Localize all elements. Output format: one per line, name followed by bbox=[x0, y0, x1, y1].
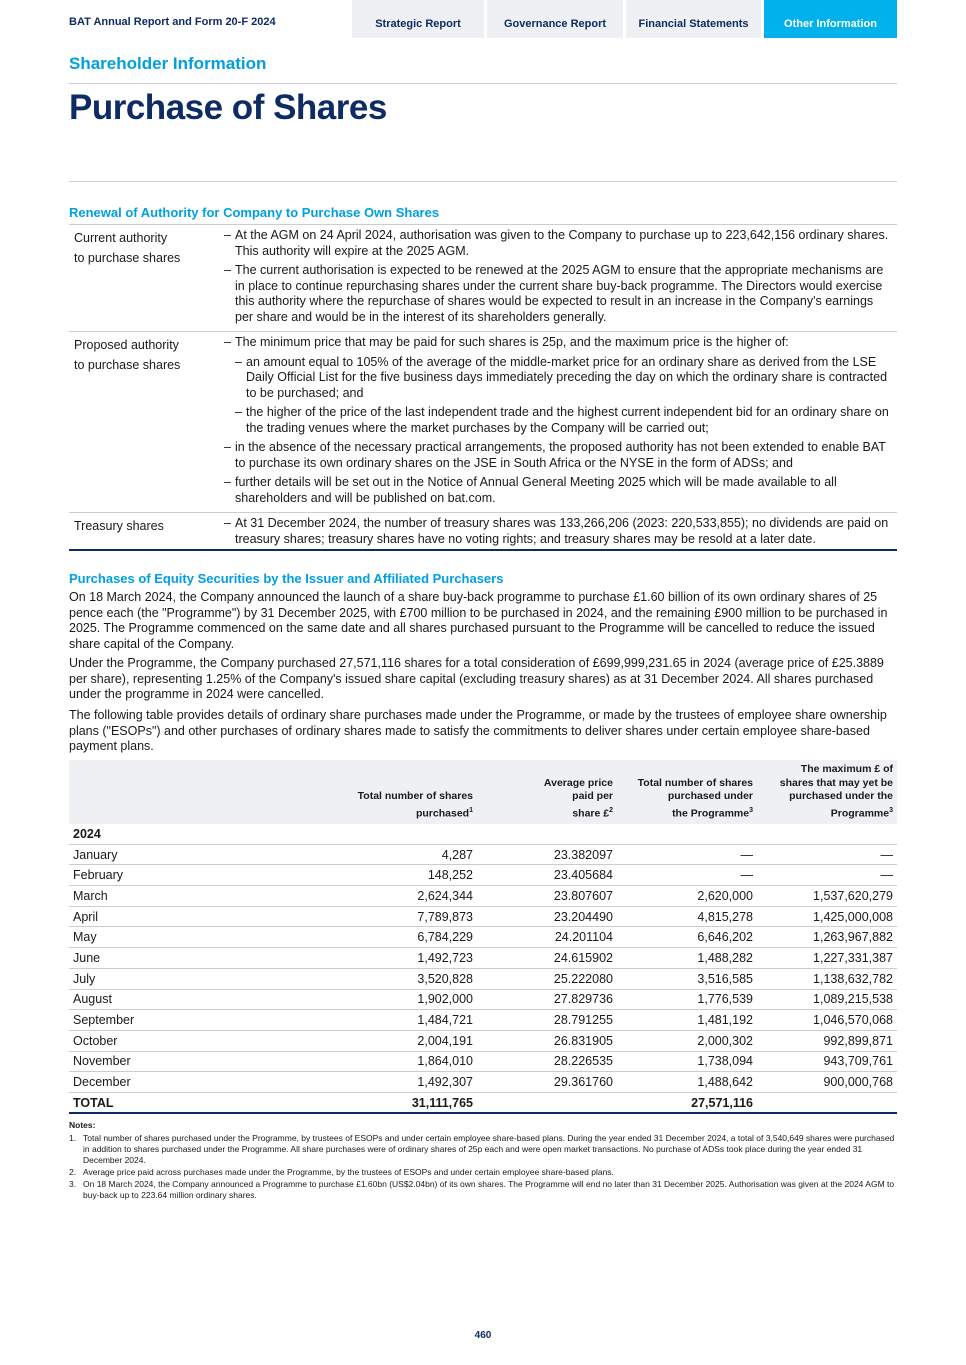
month-cell: August bbox=[69, 989, 325, 1010]
total-cell: 2,004,191 bbox=[325, 1030, 477, 1051]
table-year-row bbox=[69, 824, 897, 845]
note-item bbox=[69, 1167, 897, 1178]
table-row bbox=[69, 1072, 897, 1093]
total-cell: 1,864,010 bbox=[325, 1051, 477, 1072]
table-row bbox=[69, 1051, 897, 1072]
max-remaining-cell: 1,089,215,538 bbox=[757, 989, 897, 1010]
month-cell: December bbox=[69, 1072, 325, 1093]
max-remaining-cell: 992,899,871 bbox=[757, 1030, 897, 1051]
page-title: Purchase of Shares bbox=[69, 88, 387, 127]
header-text: share £ bbox=[572, 807, 610, 819]
bullet-item: – At 31 December 2024, the number of treasury shares was 133,266,206 (2023: 220,533,855); no dividends are paid on treasury shares; treasury shares have no voting rights; and treasury shares may be resold at a later date. bbox=[224, 516, 891, 547]
table-row bbox=[69, 844, 897, 865]
bullet-item: – The minimum price that may be paid for such shares is 25p, and the maximum price is the higher of: bbox=[224, 335, 891, 351]
label-line: Current authority bbox=[74, 231, 168, 245]
programme-cell: 1,488,642 bbox=[617, 1072, 757, 1093]
programme-cell: — bbox=[617, 865, 757, 886]
max-remaining-cell bbox=[757, 1092, 897, 1113]
total-cell: 4,287 bbox=[325, 844, 477, 865]
table-row bbox=[69, 927, 897, 948]
authority-body bbox=[224, 516, 897, 547]
max-remaining-cell: 1,537,620,279 bbox=[757, 886, 897, 907]
header-text: Average price bbox=[543, 776, 613, 789]
max-remaining-cell: — bbox=[757, 865, 897, 886]
section-label: Shareholder Information bbox=[69, 54, 267, 73]
total-cell: 1,492,307 bbox=[325, 1072, 477, 1093]
avg-price-cell: 29.361760 bbox=[477, 1072, 617, 1093]
max-remaining-cell: 943,709,761 bbox=[757, 1051, 897, 1072]
header-text: the Programme bbox=[672, 807, 750, 819]
max-remaining-cell: — bbox=[757, 844, 897, 865]
header-average-price bbox=[477, 760, 617, 824]
note-number: 3. bbox=[69, 1179, 77, 1189]
table-row bbox=[69, 906, 897, 927]
programme-cell: 1,776,539 bbox=[617, 989, 757, 1010]
programme-cell: 3,516,585 bbox=[617, 968, 757, 989]
note-text: Total number of shares purchased under the Programme, by trustees of ESOPs and under certain employee share-based plans. During the year ended 31 December 2024, a total of 3,540,649 shares were purchased in addition to shares purchased under the Programme. All share purchases were of ordinary shares of 25p each and were open market transactions. No purchase of ADSs took place during the year ended 31 December 2024. bbox=[83, 1133, 895, 1165]
footnote-ref: 1 bbox=[469, 806, 473, 814]
note-number: 2. bbox=[69, 1167, 77, 1177]
avg-price-cell: 28.226535 bbox=[477, 1051, 617, 1072]
header-text: The maximum £ of bbox=[800, 763, 893, 775]
max-remaining-cell: 1,425,000,008 bbox=[757, 906, 897, 927]
total-cell: 1,492,723 bbox=[325, 948, 477, 969]
table-header-row bbox=[69, 760, 897, 824]
renewal-heading: Renewal of Authority for Company to Purchase Own Shares bbox=[69, 205, 440, 220]
authority-row-proposed bbox=[69, 332, 897, 513]
paragraph: On 18 March 2024, the Company announced the launch of a share buy-back programme to purchase £1.60 billion of its own ordinary shares of 25 pence each (the "Programme") by 31 December 2025, with £700 million to be purchased in 2024, and the remaining £900 million to be purchased in 2025. The Programme commenced on the same date and all shares purchased pursuant to the Programme will be cancelled to reduce the issued share capital of the Company. bbox=[69, 590, 888, 651]
label-line: to purchase shares bbox=[74, 358, 181, 372]
programme-cell: 1,738,094 bbox=[617, 1051, 757, 1072]
bullet-item: – At the AGM on 24 April 2024, authorisation was given to the Company to purchase up to 223,642,156 ordinary shares. This authority will expire at the 2025 AGM. bbox=[224, 228, 891, 259]
header-text: purchased under bbox=[667, 790, 753, 802]
note-text: Average price paid across purchases made under the Programme, by the trustees of ESOPs and under certain employee share-based plans. bbox=[83, 1167, 614, 1177]
note-number: 1. bbox=[69, 1133, 77, 1143]
max-remaining-cell: 1,263,967,882 bbox=[757, 927, 897, 948]
avg-price-cell: 23.405684 bbox=[477, 865, 617, 886]
header-purchased-under-programme bbox=[617, 760, 757, 824]
header-text: purchased under the bbox=[789, 790, 893, 802]
avg-price-cell bbox=[477, 1092, 617, 1113]
authority-row-treasury bbox=[69, 513, 897, 551]
total-cell: 31,111,765 bbox=[325, 1092, 477, 1113]
programme-cell: 4,815,278 bbox=[617, 906, 757, 927]
authority-label bbox=[69, 228, 224, 329]
table-row bbox=[69, 948, 897, 969]
table-row bbox=[69, 1030, 897, 1051]
authority-row-current bbox=[69, 225, 897, 332]
month-cell: March bbox=[69, 886, 325, 907]
tab-strategic-report[interactable]: Strategic Report bbox=[352, 0, 484, 38]
avg-price-cell: 27.829736 bbox=[477, 989, 617, 1010]
table-row bbox=[69, 1010, 897, 1031]
footnote-ref: 3 bbox=[749, 806, 753, 814]
programme-cell: 6,646,202 bbox=[617, 927, 757, 948]
header-cell bbox=[69, 760, 325, 824]
month-cell: September bbox=[69, 1010, 325, 1031]
table-total-row bbox=[69, 1092, 897, 1113]
label-line: to purchase shares bbox=[74, 251, 181, 265]
authority-body bbox=[224, 228, 897, 329]
tab-financial-statements[interactable]: Financial Statements bbox=[626, 0, 761, 38]
month-cell: November bbox=[69, 1051, 325, 1072]
table-row bbox=[69, 968, 897, 989]
divider bbox=[69, 181, 897, 182]
max-remaining-cell: 900,000,768 bbox=[757, 1072, 897, 1093]
header-text: Programme bbox=[830, 807, 890, 819]
footnote-ref: 3 bbox=[889, 806, 893, 814]
note-text: On 18 March 2024, the Company announced a Programme to purchase £1.60bn (US$2.04bn) of its own shares. The Programme will end no later than 31 December 2025. Authorisation was given at the 2024 AGM to buy-back up to 223.64 million ordinary shares. bbox=[83, 1179, 895, 1200]
year-cell: 2024 bbox=[69, 824, 897, 845]
bullet-item: – The current authorisation is expected to be renewed at the 2025 AGM to ensure that the appropriate mechanisms are in place to continue repurchasing shares under the current share buy-back programme. The Directors would exercise this authority where the repurchase of shares would be expected to result in an increase in the Company's earnings per share and would be in the interest of its shareholders generally. bbox=[224, 263, 891, 325]
authority-label bbox=[69, 335, 224, 510]
table-row bbox=[69, 886, 897, 907]
month-cell: June bbox=[69, 948, 325, 969]
avg-price-cell: 26.831905 bbox=[477, 1030, 617, 1051]
top-navigation-bar bbox=[0, 0, 966, 38]
tab-governance-report[interactable]: Governance Report bbox=[487, 0, 623, 38]
notes-title: Notes: bbox=[69, 1120, 96, 1130]
page-number: 460 bbox=[474, 1330, 492, 1341]
total-cell: 2,624,344 bbox=[325, 886, 477, 907]
total-label-cell: TOTAL bbox=[69, 1092, 325, 1113]
month-cell: October bbox=[69, 1030, 325, 1051]
month-cell: April bbox=[69, 906, 325, 927]
purchases-heading: Purchases of Equity Securities by the Issuer and Affiliated Purchasers bbox=[69, 571, 504, 586]
header-text: purchased bbox=[415, 807, 470, 819]
programme-cell: 2,620,000 bbox=[617, 886, 757, 907]
header-maximum-remaining bbox=[757, 760, 897, 824]
total-cell: 3,520,828 bbox=[325, 968, 477, 989]
document-title: BAT Annual Report and Form 20-F 2024 bbox=[69, 16, 276, 28]
max-remaining-cell: 1,227,331,387 bbox=[757, 948, 897, 969]
header-text: Total number of shares bbox=[637, 776, 753, 789]
programme-cell: 1,488,282 bbox=[617, 948, 757, 969]
header-total-purchased bbox=[325, 760, 477, 824]
authority-label: Treasury shares bbox=[74, 519, 164, 533]
tab-other-information[interactable]: Other Information bbox=[764, 0, 897, 38]
avg-price-cell: 24.201104 bbox=[477, 927, 617, 948]
programme-cell: 1,481,192 bbox=[617, 1010, 757, 1031]
header-text: Total number of shares bbox=[357, 790, 473, 802]
avg-price-cell: 25.222080 bbox=[477, 968, 617, 989]
sub-bullet-item: – the higher of the price of the last independent trade and the highest current independent bid for an ordinary share on the trading venues where the market purchases by the Company will be carried out; bbox=[235, 405, 891, 436]
total-cell: 1,902,000 bbox=[325, 989, 477, 1010]
month-cell: May bbox=[69, 927, 325, 948]
total-cell: 148,252 bbox=[325, 865, 477, 886]
avg-price-cell: 23.807607 bbox=[477, 886, 617, 907]
divider bbox=[69, 83, 897, 84]
programme-cell: 2,000,302 bbox=[617, 1030, 757, 1051]
authority-body bbox=[224, 335, 897, 510]
note-item bbox=[69, 1133, 897, 1166]
paragraph: Under the Programme, the Company purchased 27,571,116 shares for a total consideration of £699,999,231.65 in 2024 (average price of £25.3889 per share), representing 1.25% of the Company's issued share capital (excluding treasury shares) as at 31 December 2024. All shares purchased under the programme in 2024 were cancelled. bbox=[69, 656, 884, 701]
month-cell: January bbox=[69, 844, 325, 865]
footnote-ref: 2 bbox=[609, 806, 613, 814]
authority-table bbox=[69, 224, 897, 551]
total-cell: 7,789,873 bbox=[325, 906, 477, 927]
paragraph: The following table provides details of ordinary share purchases made under the Programme, or made by the trustees of employee share ownership plans ("ESOPs") and other purchases of ordinary shares made to satisfy the commitments to deliver shares under certain employee share-based payment plans. bbox=[69, 708, 887, 753]
avg-price-cell: 23.382097 bbox=[477, 844, 617, 865]
notes bbox=[69, 1120, 897, 1202]
total-cell: 1,484,721 bbox=[325, 1010, 477, 1031]
month-cell: July bbox=[69, 968, 325, 989]
label-line: Proposed authority bbox=[74, 338, 179, 352]
programme-cell: — bbox=[617, 844, 757, 865]
sub-bullet-item: – an amount equal to 105% of the average of the middle-market price for an ordinary share as derived from the LSE Daily Official List for the five business days immediately preceding the day on which the ordinary share is contracted to be purchased; and bbox=[235, 355, 891, 402]
header-text: shares that may yet be bbox=[779, 776, 893, 789]
share-purchases-table bbox=[69, 760, 897, 1114]
note-item bbox=[69, 1179, 897, 1201]
max-remaining-cell: 1,046,570,068 bbox=[757, 1010, 897, 1031]
bullet-item: – further details will be set out in the Notice of Annual General Meeting 2025 which will be made available to all shareholders and will be published on bat.com. bbox=[224, 475, 891, 506]
table-row bbox=[69, 865, 897, 886]
month-cell: February bbox=[69, 865, 325, 886]
programme-cell: 27,571,116 bbox=[617, 1092, 757, 1113]
table-row bbox=[69, 989, 897, 1010]
max-remaining-cell: 1,138,632,782 bbox=[757, 968, 897, 989]
avg-price-cell: 24.615902 bbox=[477, 948, 617, 969]
bullet-item: – in the absence of the necessary practical arrangements, the proposed authority has not been extended to enable BAT to purchase its own ordinary shares on the JSE in South Africa or the NYSE in the form of ADSs; and bbox=[224, 440, 891, 471]
header-text: paid per bbox=[572, 790, 613, 802]
avg-price-cell: 28.791255 bbox=[477, 1010, 617, 1031]
total-cell: 6,784,229 bbox=[325, 927, 477, 948]
avg-price-cell: 23.204490 bbox=[477, 906, 617, 927]
